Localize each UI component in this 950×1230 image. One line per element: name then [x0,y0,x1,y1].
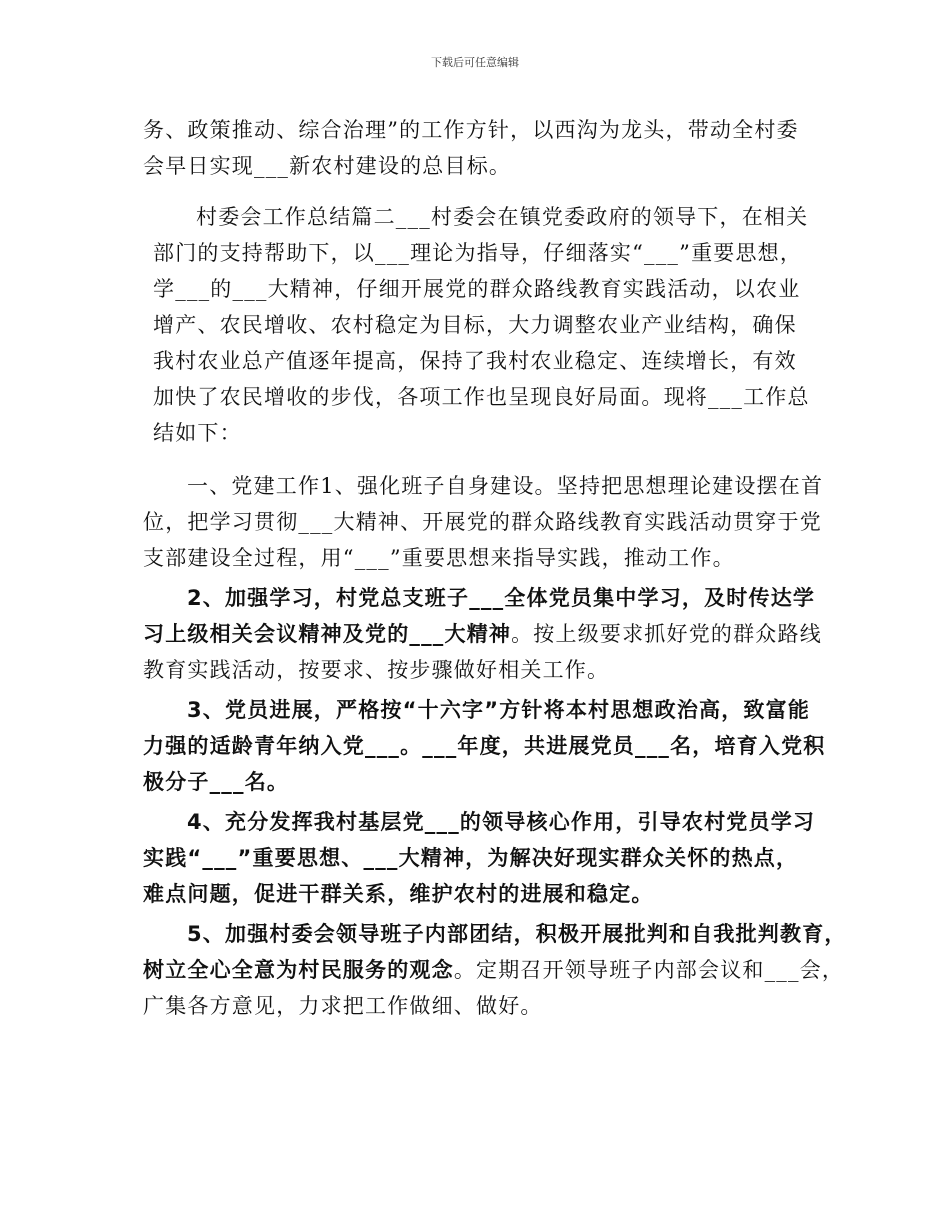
paragraph-line: 我村农业总产值逐年提高，保持了我村农业稳定、连续增长，有效 [153,349,797,373]
paragraph-line-bold: 4、充分发挥我村基层党___的领导核心作用，引导农村党员学习 [187,810,816,834]
paragraph-line: 加快了农民增收的步伐，各项工作也呈现良好局面。现将___工作总 [153,385,810,409]
paragraph-line-bold: 力强的适龄青年纳入党___。___年度，共进展党员___名，培育入党积 [143,734,826,758]
paragraph-line: 教育实践活动，按要求、按步骤做好相关工作。 [143,658,610,682]
paragraph-line-bold: 3、党员进展，严格按“十六字”方针将本村思想政治高，致富能 [187,698,811,722]
paragraph-line: 村委会工作总结篇二___村委会在镇党委政府的领导下，在相关 [196,205,809,229]
paragraph-line: 务、政策推动、综合治理”的工作方针，以西沟为龙头，带动全村委 [143,118,799,142]
paragraph-line: 部门的支持帮助下，以___理论为指导，仔细落实“___”重要思想， [153,241,803,265]
paragraph-line: 学___的___大精神，仔细开展党的群众路线教育实践活动，以农业 [153,277,801,301]
paragraph-line-bold: 5、加强村委会领导班子内部团结，积极开展批判和自我批判教育， [187,922,847,946]
paragraph-line-bold: 极分子___名。 [143,770,290,794]
paragraph-line-bold: 难点问题，促进干群关系，维护农村的进展和稳定。 [143,882,654,906]
page-header: 下载后可任意编辑 [431,56,519,69]
normal-span: 。按上级要求抓好党的群众路线 [511,622,822,646]
paragraph-line-mixed [143,954,844,984]
paragraph-line-bold: 2、加强学习，村党总支班子___全体党员集中学习，及时传达学 [187,586,816,610]
paragraph-line: 广集各方意见，力求把工作做细、做好。 [143,994,543,1018]
paragraph-line-bold: 实践“___”重要思想、___大精神，为解决好现实群众关怀的热点， [143,846,799,870]
paragraph-line: 支部建设全过程，用“___”重要思想来指导实践，推动工作。 [143,546,735,570]
paragraph-line: 会早日实现___新农村建设的总目标。 [143,154,512,178]
bold-span: 习上级相关会议精神及党的___大精神 [143,622,512,646]
paragraph-line: 增产、农民增收、农村稳定为目标，大力调整农业产业结构，确保 [153,313,797,337]
normal-span: 。定期召开领导班子内部会议和___会， [453,958,845,982]
paragraph-line: 位，把学习贯彻___大精神、开展党的群众路线教育实践活动贯穿于党 [143,510,822,534]
paragraph-line: 结如下： [153,421,242,445]
paragraph-line-mixed [143,618,822,648]
paragraph-line: 一、党建工作1、强化班子自身建设。坚持把思想理论建设摆在首 [187,474,824,498]
bold-span: 树立全心全意为村民服务的观念 [143,958,454,982]
